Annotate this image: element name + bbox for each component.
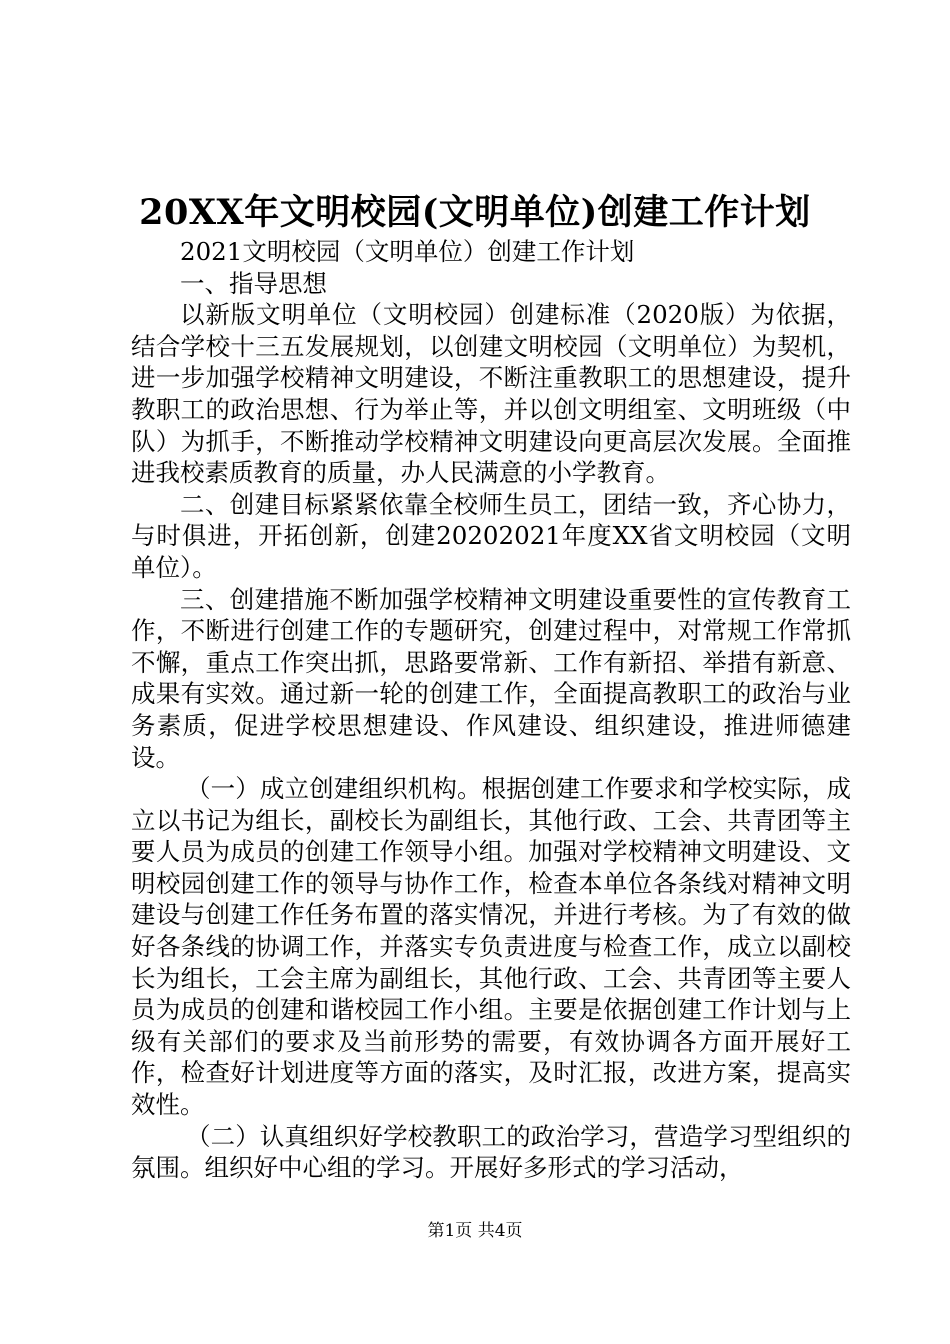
paragraph-guiding-thought: 以新版文明单位（文明校园）创建标准（2020版）为依据，结合学校十三五发展规划，以创建文明校园（文明单位）为契机，进一步加强学校精神文明建设，不断注重教职工的思想建设，提升教职工的政治思想、行为举止等，并以创文明组室、文明班级（中队）为抓手，不断推动学校精神文明建设向更高层次发展。全面推进我校素质教育的质量，办人民满意的小学教育。 bbox=[131, 300, 851, 488]
paragraph-political-study: （二）认真组织好学校教职工的政治学习，营造学习型组织的氛围。组织好中心组的学习。开展好多形式的学习活动， bbox=[131, 1121, 851, 1183]
document-body bbox=[131, 236, 851, 1184]
section-heading-guiding-thought: 一、指导思想 bbox=[180, 268, 327, 298]
document-title: 20XX年文明校园(文明单位)创建工作计划 bbox=[139, 192, 811, 233]
paragraph-measures: 三、创建措施不断加强学校精神文明建设重要性的宣传教育工作，不断进行创建工作的专题研究，创建过程中，对常规工作常抓不懈，重点工作突出抓，思路要常新、工作有新招、举措有新意、成果有实效。通过新一轮的创建工作，全面提高教职工的政治与业务素质，促进学校思想建设、作风建设、组织建设，推进师德建设。 bbox=[131, 584, 851, 772]
page-footer: 第1页 共4页 bbox=[427, 1221, 523, 1241]
paragraph-organization: （一）成立创建组织机构。根据创建工作要求和学校实际，成立以书记为组长，副校长为副组长，其他行政、工会、共青团等主要人员为成员的创建工作领导小组。加强对学校精神文明建设、文明校园创建工作的领导与协作工作，检查本单位各条线对精神文明建设与创建工作任务布置的落实情况，并进行考核。为了有效的做好各条线的协调工作，并落实专负责进度与检查工作，成立以副校长为组长，工会主席为副组长，其他行政、工会、共青团等主要人员为成员的创建和谐校园工作小组。主要是依据创建工作计划与上级有关部们的要求及当前形势的需要，有效协调各方面开展好工作，检查好计划进度等方面的落实，及时汇报，改进方案，提高实效性。 bbox=[131, 774, 851, 1120]
subtitle-paragraph: 2021文明校园（文明单位）创建工作计划 bbox=[180, 237, 635, 266]
paragraph-goals: 二、创建目标紧紧依靠全校师生员工，团结一致，齐心协力，与时俱进，开拓创新，创建20202021年度XX省文明校园（文明单位）。 bbox=[131, 489, 851, 582]
